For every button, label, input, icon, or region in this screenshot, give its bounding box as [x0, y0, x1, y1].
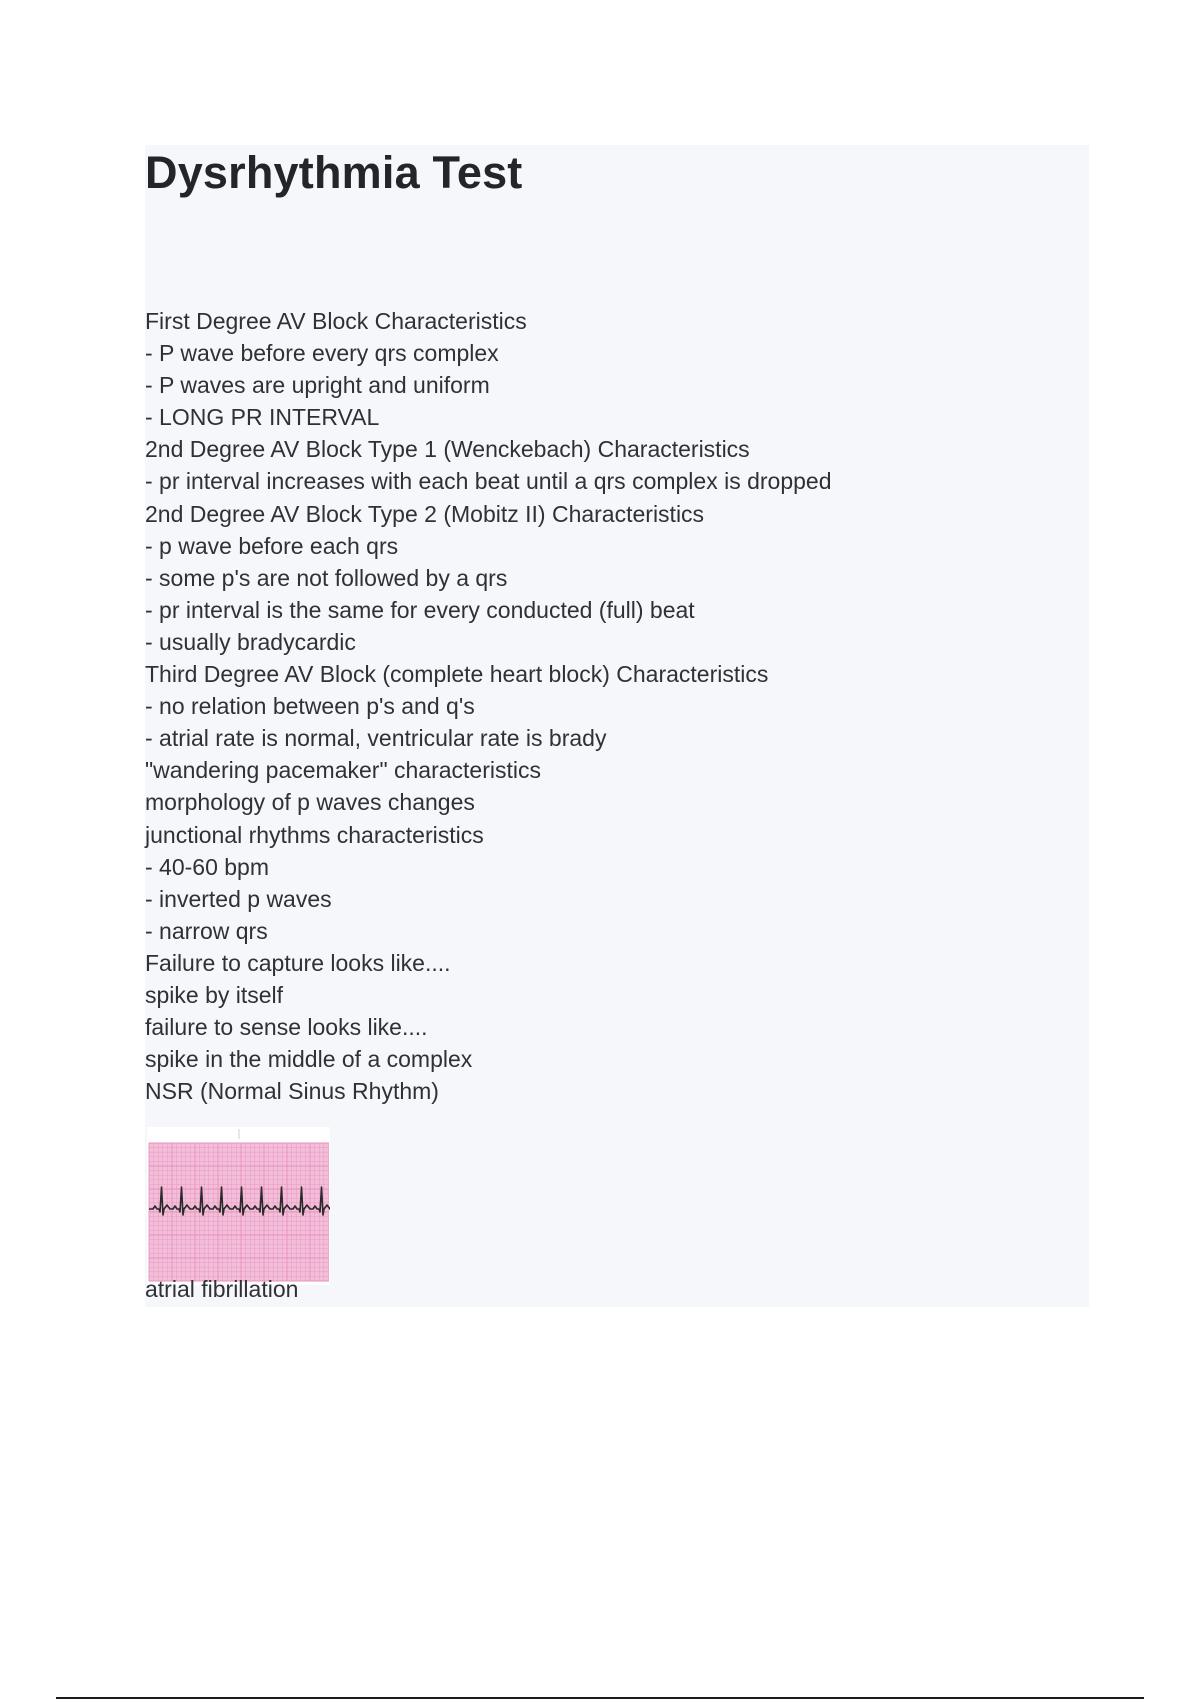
- note-line: "wandering pacemaker" characteristics: [145, 757, 541, 784]
- ecg-strip-image: [147, 1127, 330, 1285]
- notes-list: [145, 305, 832, 1107]
- note-line: - some p's are not followed by a qrs: [145, 564, 508, 591]
- note-line: - pr interval increases with each beat until a qrs complex is dropped: [145, 468, 832, 495]
- note-line: - no relation between p's and q's: [145, 693, 475, 720]
- note-line: - narrow qrs: [145, 917, 268, 944]
- note-line: - P wave before every qrs complex: [145, 340, 499, 367]
- note-line: junctional rhythms characteristics: [145, 821, 484, 848]
- note-line: - pr interval is the same for every conducted (full) beat: [145, 596, 695, 623]
- note-line: spike by itself: [145, 981, 284, 1008]
- ecg-strip-icon: [147, 1127, 330, 1285]
- note-line: - P waves are upright and uniform: [145, 372, 490, 399]
- note-line: Third Degree AV Block (complete heart block) Characteristics: [145, 661, 769, 688]
- note-line: 2nd Degree AV Block Type 2 (Mobitz II) Characteristics: [145, 500, 705, 527]
- note-line: - atrial rate is normal, ventricular rate is brady: [145, 725, 607, 752]
- note-line: NSR (Normal Sinus Rhythm): [145, 1078, 439, 1105]
- note-line: 2nd Degree AV Block Type 1 (Wenckebach) Characteristics: [145, 436, 750, 463]
- trailing-label: atrial fibrillation: [145, 1276, 299, 1302]
- note-line: spike in the middle of a complex: [145, 1046, 473, 1073]
- note-line: morphology of p waves changes: [145, 789, 475, 816]
- note-line: - usually bradycardic: [145, 628, 356, 655]
- note-line: - 40-60 bpm: [145, 853, 270, 880]
- note-line: - LONG PR INTERVAL: [145, 404, 380, 431]
- note-line: First Degree AV Block Characteristics: [145, 308, 527, 334]
- document-panel: [145, 145, 1089, 1307]
- note-line: - p wave before each qrs: [145, 532, 399, 559]
- footer-rule: [56, 1697, 1144, 1699]
- note-line: - inverted p waves: [145, 885, 332, 912]
- note-line: Failure to capture looks like....: [145, 949, 451, 976]
- note-line: failure to sense looks like....: [145, 1014, 428, 1041]
- page-title: Dysrhythmia Test: [145, 147, 523, 198]
